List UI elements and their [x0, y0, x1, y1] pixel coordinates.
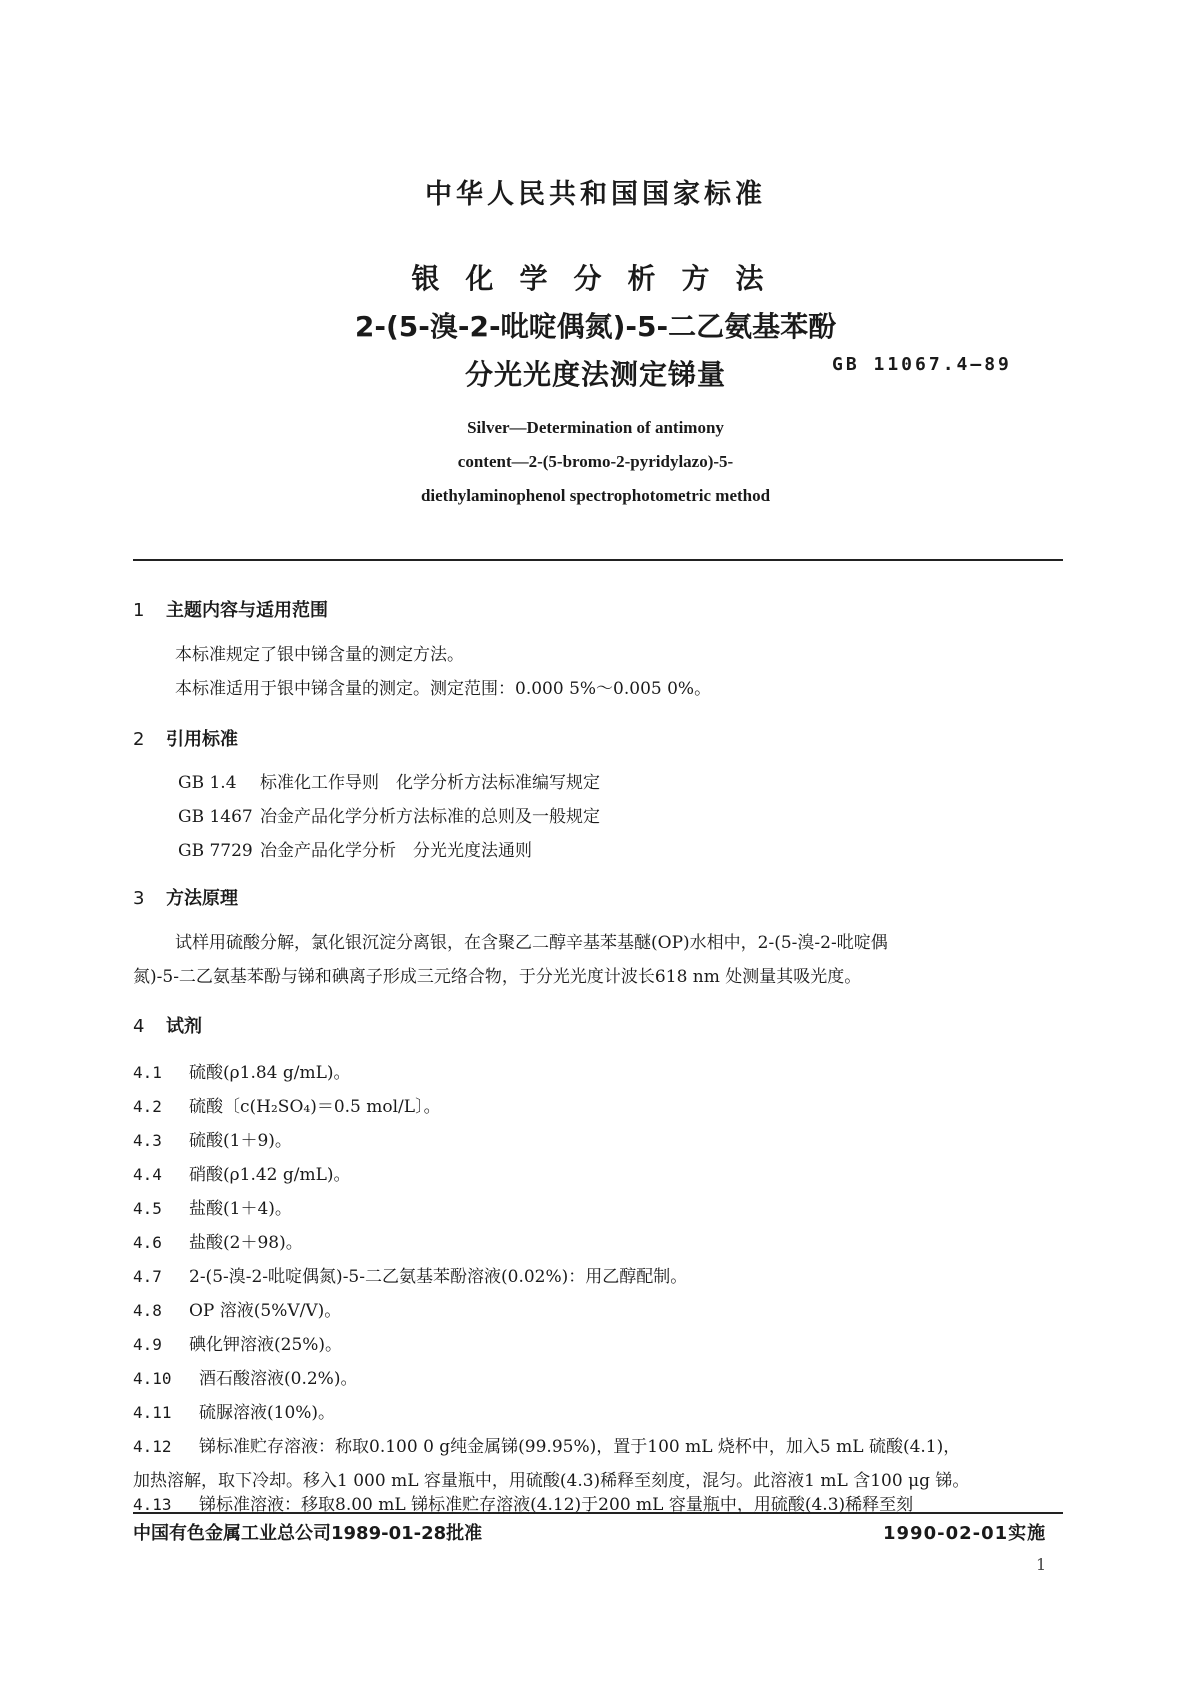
- reagent-text: 硫酸〔c(H₂SO₄)＝0.5 mol/L〕。: [189, 1097, 441, 1117]
- title-en-line2: content—2-(5-bromo-2-pyridylazo)-5-: [457, 452, 734, 471]
- section-title: 方法原理: [166, 888, 238, 909]
- reagent-item: [133, 1398, 335, 1423]
- national-standard-header: 中华人民共和国国家标准: [425, 179, 766, 210]
- reference-item: [178, 766, 600, 800]
- standard-number: GB 11067.4—89: [832, 354, 1012, 375]
- reagent-item: [133, 1262, 687, 1287]
- reference-item: [178, 834, 532, 868]
- section-4-heading: [133, 1012, 202, 1038]
- reagent-text: 锑标准贮存溶液：称取0.100 0 g纯金属锑(99.95%)，置于100 mL 烧杯中，加入5 mL 硫酸(4.1)，: [199, 1437, 961, 1457]
- section-3-heading: [133, 884, 238, 910]
- approval-note: 中国有色金属工业总公司1989-01-28批准: [133, 1523, 483, 1544]
- reagent-text: 盐酸(1＋4)。: [189, 1199, 292, 1219]
- section-title: 引用标准: [166, 729, 238, 750]
- reagent-text: 锑标准溶液：移取8.00 mL 锑标准贮存溶液(4.12)于200 mL 容量瓶中，用硫酸(4.3)稀释至刻: [199, 1495, 914, 1515]
- section-1-paragraph-2: 本标准适用于银中锑含量的测定。测定范围：0.000 5%～0.005 0%。: [175, 679, 712, 699]
- reagent-number: 4.2: [133, 1097, 162, 1116]
- reagent-number: 4.4: [133, 1165, 162, 1184]
- page-number: 1: [1036, 1555, 1047, 1574]
- section-number: 1: [133, 600, 145, 621]
- reference-title: 标准化工作导则 化学分析方法标准编写规定: [260, 773, 600, 793]
- title-zh-line3: 分光光度法测定锑量: [464, 358, 726, 391]
- reagent-number: 4.7: [133, 1267, 162, 1286]
- reagent-item: [133, 1296, 341, 1321]
- reference-code: GB 1.4: [178, 773, 237, 793]
- reagent-item: [133, 1330, 342, 1355]
- top-divider: [133, 559, 1063, 561]
- reagent-item: [133, 1432, 960, 1457]
- section-title: 试剂: [166, 1016, 202, 1037]
- reagent-text: 盐酸(2＋98)。: [189, 1233, 303, 1253]
- title-zh-line2: 2-(5-溴-2-吡啶偶氮)-5-二乙氨基苯酚: [354, 310, 837, 343]
- reagent-text: 酒石酸溶液(0.2%)。: [199, 1369, 358, 1389]
- title-en-line3: diethylaminophenol spectrophotometric method: [420, 486, 771, 505]
- reagent-item: [133, 1092, 441, 1117]
- section-number: 2: [133, 729, 145, 750]
- section-2-heading: [133, 725, 238, 751]
- effective-date: 1990-02-01实施: [883, 1523, 1047, 1544]
- section-number: 3: [133, 888, 145, 909]
- title-zh-line1: 银化学分析方法: [411, 262, 790, 295]
- reagent-item: [133, 1160, 351, 1185]
- reagent-text: 碘化钾溶液(25%)。: [189, 1335, 343, 1355]
- reagent-item: [133, 1126, 292, 1151]
- reagent-number: 4.8: [133, 1301, 162, 1320]
- reagent-item: [133, 1058, 351, 1083]
- reagent-text: 硝酸(ρ1.42 g/mL)。: [189, 1165, 351, 1185]
- section-3-line-2: 氮)-5-二乙氨基苯酚与锑和碘离子形成三元络合物，于分光光度计波长618 nm 处测量其吸光度。: [133, 967, 862, 987]
- reference-code: GB 7729: [178, 841, 253, 861]
- reagent-item: [133, 1228, 303, 1253]
- reagent-item-continuation: 加热溶解，取下冷却。移入1 000 mL 容量瓶中，用硫酸(4.3)稀释至刻度，混匀。此溶液1 mL 含100 μg 锑。: [133, 1471, 970, 1491]
- reagent-text: 硫酸(ρ1.84 g/mL)。: [189, 1063, 351, 1083]
- reagent-number: 4.9: [133, 1335, 162, 1354]
- section-title: 主题内容与适用范围: [166, 600, 328, 621]
- reagent-text: 2-(5-溴-2-吡啶偶氮)-5-二乙氨基苯酚溶液(0.02%)：用乙醇配制。: [189, 1267, 688, 1287]
- reference-item: [178, 800, 600, 834]
- title-en-line1: Silver—Determination of antimony: [467, 418, 724, 437]
- reference-title: 冶金产品化学分析 分光光度法通则: [260, 841, 532, 861]
- reagent-number: 4.3: [133, 1131, 162, 1150]
- bottom-divider: [133, 1512, 1063, 1514]
- reagent-number: 4.6: [133, 1233, 162, 1252]
- reagent-number: 4.1: [133, 1063, 162, 1082]
- reagent-text: 硫脲溶液(10%)。: [199, 1403, 336, 1423]
- reagent-text: OP 溶液(5%V/V)。: [189, 1301, 342, 1321]
- reagent-number: 4.10: [133, 1369, 172, 1388]
- reagent-item: [133, 1194, 292, 1219]
- reagent-number: 4.12: [133, 1437, 172, 1456]
- reagent-item: [133, 1364, 357, 1389]
- reference-title: 冶金产品化学分析方法标准的总则及一般规定: [260, 807, 600, 827]
- section-number: 4: [133, 1016, 145, 1037]
- section-3-line-1: 试样用硫酸分解，氯化银沉淀分离银，在含聚乙二醇辛基苯基醚(OP)水相中，2-(5-溴-2-吡啶偶: [175, 933, 888, 953]
- reagent-number: 4.5: [133, 1199, 162, 1218]
- reagent-number: 4.11: [133, 1403, 172, 1422]
- section-1-heading: [133, 596, 328, 622]
- section-1-paragraph-1: 本标准规定了银中锑含量的测定方法。: [175, 645, 464, 665]
- reagent-number: 4.13: [133, 1495, 172, 1514]
- reagent-text: 硫酸(1＋9)。: [189, 1131, 292, 1151]
- reference-code: GB 1467: [178, 807, 253, 827]
